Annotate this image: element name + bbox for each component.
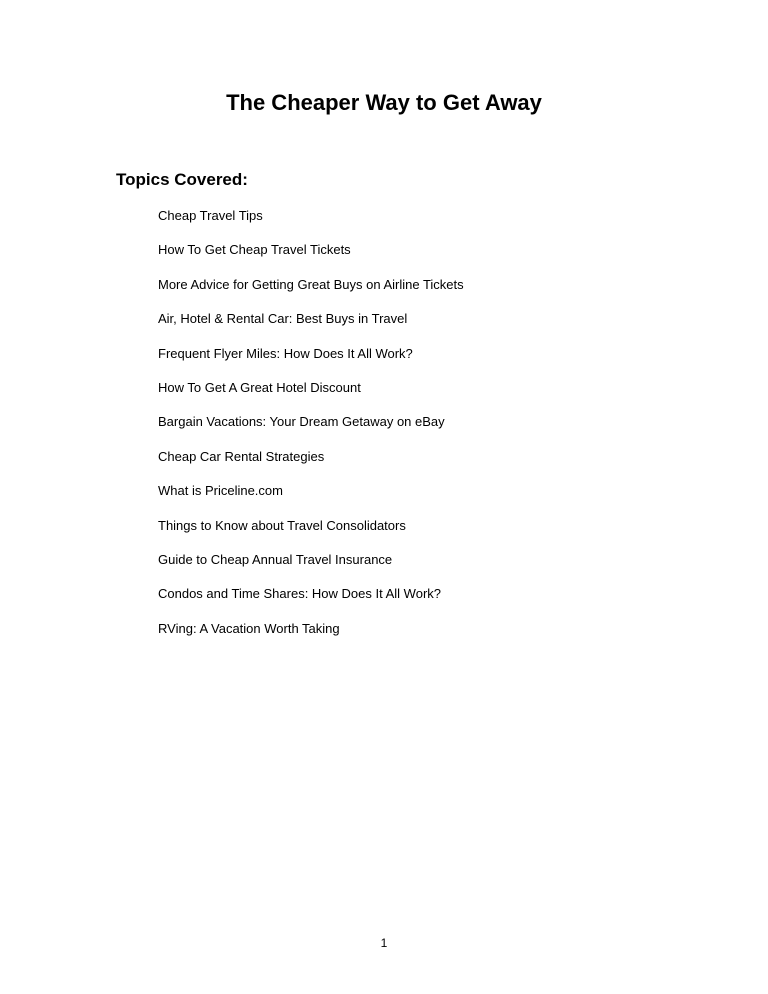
- page-number: 1: [380, 936, 388, 950]
- topic-item: Things to Know about Travel Consolidators: [158, 517, 406, 533]
- topic-item: Guide to Cheap Annual Travel Insurance: [158, 551, 393, 567]
- topic-item: Bargain Vacations: Your Dream Getaway on eBay: [158, 414, 445, 430]
- topics-heading: Topics Covered:: [116, 170, 248, 189]
- topic-item: Air, Hotel & Rental Car: Best Buys in Travel: [158, 311, 408, 327]
- topic-item: Cheap Travel Tips: [158, 208, 263, 223]
- topic-item: Frequent Flyer Miles: How Does It All Work?: [158, 345, 413, 361]
- topic-item: Cheap Car Rental Strategies: [158, 448, 325, 464]
- page-title: The Cheaper Way to Get Away: [226, 90, 542, 115]
- topic-item: RVing: A Vacation Worth Taking: [158, 620, 340, 636]
- topic-item: More Advice for Getting Great Buys on Airline Tickets: [158, 276, 464, 292]
- topic-item: How To Get Cheap Travel Tickets: [158, 242, 351, 258]
- topic-list: [158, 208, 464, 655]
- topic-item: What is Priceline.com: [158, 483, 283, 499]
- topic-item: Condos and Time Shares: How Does It All Work?: [158, 586, 441, 602]
- topic-item: How To Get A Great Hotel Discount: [158, 379, 361, 395]
